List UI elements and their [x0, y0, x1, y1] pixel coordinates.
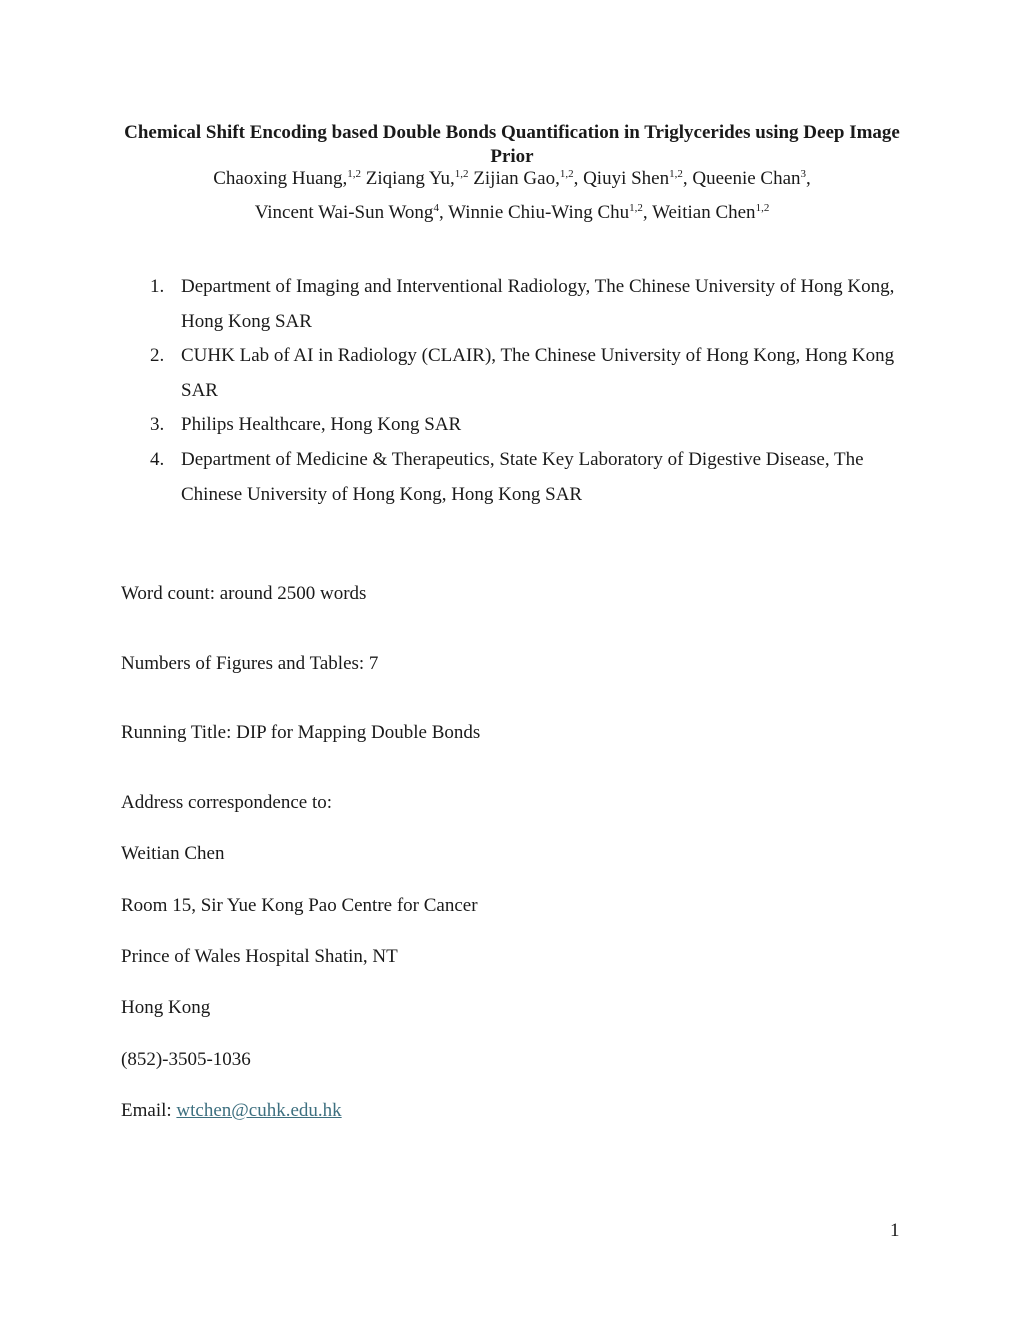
paper-title: Chemical Shift Encoding based Double Bonds Quantification in Triglycerides using Deep Image Prior — [124, 122, 900, 167]
figures-tables-count: Numbers of Figures and Tables: 7 — [121, 653, 379, 674]
correspondence-heading: Address correspondence to: — [121, 792, 333, 813]
page-number: 1 — [890, 1220, 900, 1241]
word-count: Word count: around 2500 words — [121, 583, 367, 604]
email-label: Email: — [121, 1100, 177, 1121]
author-affiliation: 1,2 — [755, 202, 770, 214]
author-affiliation: 1,2 — [669, 168, 683, 180]
author-affiliation: 1,2 — [559, 168, 574, 180]
author-name: , Weitian Chen — [642, 202, 756, 223]
affiliation-number: 4. — [150, 448, 165, 470]
affiliation-item — [150, 408, 910, 443]
affiliation-number: 2. — [150, 345, 165, 367]
affiliation-number: 3. — [150, 414, 165, 436]
author-affiliation: 3 — [800, 168, 807, 180]
author-name: Chaoxing Huang, — [213, 168, 348, 189]
author-name: , Winnie Chiu-Wing Chu — [438, 202, 630, 223]
affiliation-number: 1. — [150, 276, 165, 297]
affiliation-list — [150, 270, 910, 512]
author-separator: , — [806, 168, 811, 189]
affiliation-text: Department of Imaging and Interventional Radiology, The Chinese University of Hong Kong, Hong Kong SAR — [181, 276, 895, 332]
affiliation-text: CUHK Lab of AI in Radiology (CLAIR), The Chinese University of Hong Kong, Hong Kong SAR — [181, 345, 895, 401]
author-name: , Queenie Chan — [682, 168, 801, 189]
correspondence-city: Hong Kong — [121, 997, 211, 1018]
affiliation-text: Department of Medicine & Therapeutics, State Key Laboratory of Digestive Disease, The Chinese University of Hong Kong, Hong Kong SAR — [181, 448, 864, 505]
email-link[interactable]: wtchen@cuhk.edu.hk — [176, 1100, 342, 1121]
author-affiliation: 1,2 — [454, 168, 469, 180]
author-name: Zijian Gao, — [468, 168, 560, 189]
affiliation-item — [150, 270, 910, 339]
running-title: Running Title: DIP for Mapping Double Bonds — [121, 722, 481, 743]
author-list-line-1 — [100, 168, 924, 190]
author-name: , Qiuyi Shen — [573, 168, 670, 189]
correspondence-hospital: Prince of Wales Hospital Shatin, NT — [121, 946, 398, 967]
affiliation-item — [150, 443, 910, 512]
author-affiliation: 4 — [433, 202, 439, 214]
author-name: Vincent Wai-Sun Wong — [254, 202, 434, 223]
author-name: Ziqiang Yu, — [361, 168, 455, 189]
author-affiliation: 1,2 — [347, 168, 362, 180]
correspondence-phone: (852)-3505-1036 — [121, 1049, 251, 1070]
author-affiliation: 1,2 — [629, 202, 643, 214]
affiliation-text: Philips Healthcare, Hong Kong SAR — [181, 414, 462, 436]
correspondence-room: Room 15, Sir Yue Kong Pao Centre for Cancer — [121, 895, 478, 916]
correspondence-name: Weitian Chen — [121, 843, 225, 864]
correspondence-email-line — [121, 1100, 342, 1122]
affiliation-item — [150, 339, 910, 408]
author-list-line-2 — [100, 202, 924, 224]
